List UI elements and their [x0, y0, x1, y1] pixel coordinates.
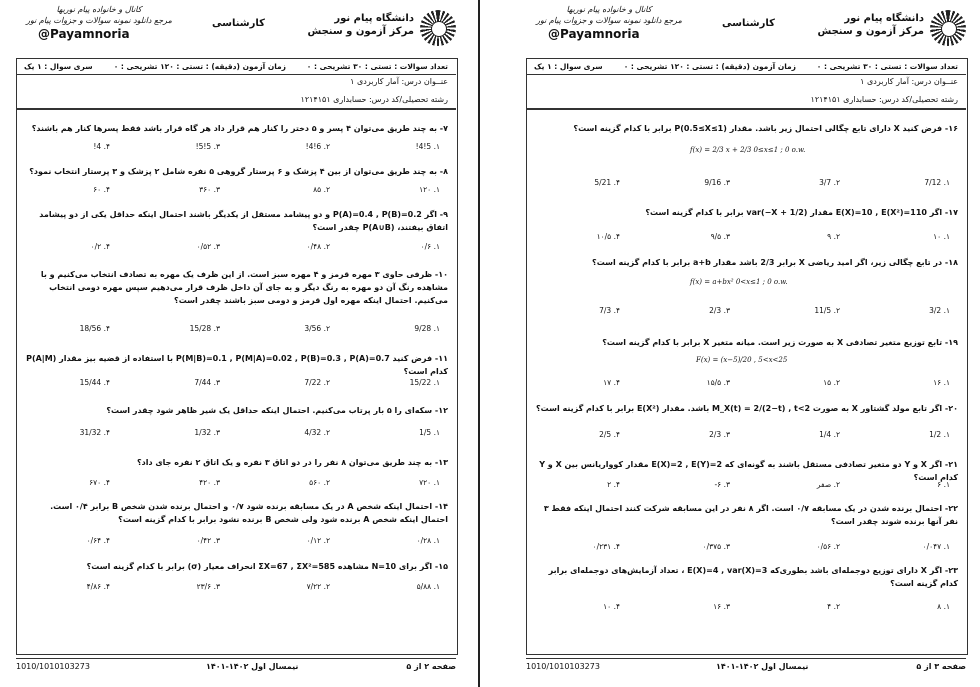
option[interactable]: ۱. 15/22	[409, 378, 440, 387]
option[interactable]: ۳. ۶-	[714, 480, 730, 489]
exam-page-left	[0, 0, 470, 687]
option[interactable]: ۴. ۰/۲۳۱	[592, 542, 620, 551]
question-14: ۱۴- احتمال اینکه شخص A در یک مسابقه برنده شود ۰/۷ و احتمال برنده شدن شخص B برابر ۰/۴ است. احتمال اینکه شخص A برنده شود ولی شخص B برنده نشود برابر با کدام گزینه است؟	[50, 502, 448, 524]
options-7	[24, 142, 448, 156]
option[interactable]: ۳. ۳۶۰	[199, 185, 220, 194]
field-code: رشته تحصیلی/کد درس: حسابداری ۱۲۱۴۱۵۱	[810, 95, 958, 104]
option[interactable]: ۲. ۷/۲۲	[306, 582, 330, 591]
option[interactable]: ۳. 2/3	[709, 306, 730, 315]
option[interactable]: ۴. ۱۰	[603, 602, 620, 611]
university-name	[307, 12, 414, 38]
question-17: ۱۷- اگر E(X)=10 , E(X²)=110 مقدار var(−X + 1/2) برابر با کدام گزینه است؟	[645, 208, 958, 217]
options-21	[534, 480, 958, 494]
question-9: ۹- اگر P(A)=0.4 , P(B)=0.2 و دو پیشامد مستقل از یکدیگر باشند احتمال اینکه حداقل یکی از دو پیشامد اتفاق بیفتند، P(A∪B) چقدر است؟	[39, 210, 448, 232]
distribution-formula: F(x) = (x−5)/20 , 5<x<25	[696, 356, 788, 364]
option[interactable]: ۴. ۱۷	[603, 378, 620, 387]
options-8	[24, 185, 448, 199]
option[interactable]: ۳. 7/44	[194, 378, 220, 387]
center-title: مرکز آزمون و سنجش	[307, 26, 414, 37]
page-header	[526, 0, 966, 56]
options-13	[24, 478, 448, 492]
exam-page-right	[510, 0, 980, 687]
option[interactable]: ۴. 15/44	[79, 378, 110, 387]
page-divider	[478, 0, 480, 687]
option[interactable]: ۲. ۱۵	[823, 378, 840, 387]
channel-line: کانال و خانواده پیام نوریها	[566, 5, 652, 14]
page-footer	[526, 658, 966, 672]
option[interactable]: ۲. ۰/۱۲	[306, 536, 330, 545]
option[interactable]: ۲. 3/56	[304, 324, 330, 333]
option[interactable]: ۱. ۵/۸۸	[416, 582, 440, 591]
option[interactable]: ۲. ۴	[827, 602, 840, 611]
channel-text	[534, 4, 684, 26]
university-title: دانشگاه پیام نور	[334, 13, 414, 24]
option[interactable]: ۳. 1/32	[194, 428, 220, 437]
option[interactable]: ۲. 6!4!	[305, 142, 330, 151]
question-23: ۲۳- اگر X دارای توزیع دوجمله‌ای باشد بطوری‌که E(X)=4 , var(X)=3 ، تعداد آزمایش‌های دوجمله‌ای برابر کدام گزینه است؟	[548, 566, 958, 588]
option[interactable]: ۳. 2/3	[709, 430, 730, 439]
question-10: ۱۰- ظرفی حاوی ۳ مهره قرمز و ۴ مهره سبز است. از این ظرف یک مهره به تصادف انتخاب می‌کنیم و با مشاهده رنگ آن دو مهره به رنگ دیگر و به جای آن داخل ظرف قرار می‌دهیم سپس مهره دومی انتخاب می‌کنیم. احتمال اینکه مهره اول قرمز و دومی سبز باشند چقدر است؟	[40, 270, 448, 305]
footer-rule	[526, 658, 966, 659]
course-row	[16, 74, 456, 92]
option[interactable]: ۳. ۱۵/۵	[706, 378, 730, 387]
option[interactable]: ۲. 4/32	[304, 428, 330, 437]
option[interactable]: ۱. ۱۰	[933, 232, 950, 241]
option[interactable]: ۲. 1/4	[819, 430, 840, 439]
question-11: ۱۱- فرض کنید P(M|B)=0.1 , P(M|A)=0.02 , P(B)=0.3 , P(A)=0.7 با استفاده از قضیه بیز مقدار P(A|M) کدام است؟	[26, 354, 448, 376]
option[interactable]: ۴. 5/21	[594, 178, 620, 187]
channel-handle: @Payamnoria	[548, 27, 640, 41]
option[interactable]: ۲. ۵۶۰	[309, 478, 330, 487]
options-22	[534, 542, 958, 556]
question-12: ۱۲- سکه‌ای را ۵ بار پرتاب می‌کنیم. احتمال اینکه حداقل یک شیر ظاهر شود چقدر است؟	[106, 406, 448, 415]
university-logo-icon	[420, 10, 456, 46]
option[interactable]: ۲. صفر	[816, 480, 840, 489]
option[interactable]: ۳. ۰/۳۷۵	[702, 542, 730, 551]
option[interactable]: ۳. ۰/۵۲	[196, 242, 220, 251]
question-16: ۱۶- فرض کنید X دارای تابع چگالی احتمال زیر باشد. مقدار P(0.5≤X≤1) برابر با کدام گزینه است؟	[573, 124, 958, 133]
options-12	[24, 428, 448, 442]
footer-page-number: صفحه ۲ از ۵	[406, 662, 456, 671]
question-count: تعداد سوالات : تستی : ۳۰ تشریحی : ۰	[306, 62, 448, 71]
field-row	[526, 92, 966, 110]
option[interactable]: ۴. ۰/۶۴	[86, 536, 110, 545]
page-header	[16, 0, 456, 56]
option[interactable]: ۱. 5!4!	[415, 142, 440, 151]
field-code: رشته تحصیلی/کد درس: حسابداری ۱۲۱۴۱۵۱	[300, 95, 448, 104]
option[interactable]: ۱. ۱۶	[933, 378, 950, 387]
option[interactable]: ۱. ۱۲۰	[419, 185, 440, 194]
option[interactable]: ۴. ۶۷۰	[89, 478, 110, 487]
footer-page-number: صفحه ۳ از ۵	[916, 662, 966, 671]
question-20: ۲۰- اگر تابع مولد گشتاور X به صورت M_X(t) = 2/(2−t) , t<2 باشد. مقدار E(X²) برابر با کدام گزینه است؟	[535, 404, 958, 413]
footer-rule	[16, 658, 456, 659]
option[interactable]: ۳. ۱۶	[713, 602, 730, 611]
options-14	[24, 536, 448, 550]
page-footer	[16, 658, 456, 672]
option[interactable]: ۲. ۰/۵۶	[816, 542, 840, 551]
options-17	[534, 232, 958, 246]
footer-term: نیمسال اول ۱۴۰۲-۱۴۰۱	[716, 662, 809, 671]
option[interactable]: ۱. ۰/۶	[420, 242, 440, 251]
option[interactable]: ۳. ۴۲۰	[199, 478, 220, 487]
option[interactable]: ۱. 1/5	[419, 428, 440, 437]
question-series: سری سوال : ۱ یک	[534, 62, 603, 71]
channel-line: کانال و خانواده پیام نوریها	[56, 5, 142, 14]
question-13: ۱۳- به چند طریق می‌توان ۸ نفر را در دو اتاق ۳ نفره و یک اتاق ۲ نفره جای داد؟	[136, 458, 448, 467]
field-row	[16, 92, 456, 110]
question-21: ۲۱- اگر X و Y دو متغیر تصادفی مستقل باشند به گونه‌ای که E(X)=2 , E(Y)=2 مقدار کوواریانس بین X و Y کدام است؟	[539, 460, 958, 482]
channel-handle: @Payamnoria	[38, 27, 130, 41]
options-18	[534, 306, 958, 320]
question-count: تعداد سوالات : تستی : ۳۰ تشریحی : ۰	[816, 62, 958, 71]
university-name	[817, 12, 924, 38]
option[interactable]: ۱. 1/2	[929, 430, 950, 439]
exam-info-row	[526, 58, 966, 75]
option[interactable]: ۳. 15/28	[189, 324, 220, 333]
density-formula: f(x) = 2/3 x + 2/3 0≤x≤1 ; 0 o.w.	[690, 146, 806, 154]
degree-label: کارشناسی	[212, 18, 265, 29]
degree-label: کارشناسی	[722, 18, 775, 29]
option[interactable]: ۲. 11/5	[814, 306, 840, 315]
exam-info-row	[16, 58, 456, 75]
option[interactable]: ۲. ۹	[827, 232, 840, 241]
option[interactable]: ۴. 2/5	[599, 430, 620, 439]
question-7: ۷- به چند طریق می‌توان ۴ پسر و ۵ دختر را کنار هم قرار داد هر گاه قرار باشد فقط پسرها کنار هم باشند؟	[31, 124, 448, 133]
question-series: سری سوال : ۱ یک	[24, 62, 93, 71]
density-formula: f(x) = a+bx² 0<x≤1 ; 0 o.w.	[690, 278, 788, 286]
option[interactable]: ۲. ۸۵	[313, 185, 330, 194]
option[interactable]: ۱. ۰/۰۴۷	[922, 542, 950, 551]
footer-term: نیمسال اول ۱۴۰۲-۱۴۰۱	[206, 662, 299, 671]
course-title: عنــوان درس: آمار کاربردی ۱	[860, 77, 958, 86]
options-16	[534, 178, 958, 192]
channel-line: مرجع دانلود نمونه سوالات و جزوات پیام نور	[536, 16, 682, 25]
channel-text	[24, 4, 174, 26]
university-logo-icon	[930, 10, 966, 46]
options-15	[24, 582, 448, 596]
option[interactable]: ۴. ۲	[607, 480, 620, 489]
option[interactable]: ۱. ۰/۲۸	[416, 536, 440, 545]
option[interactable]: ۱. ۶	[937, 480, 950, 489]
options-19	[534, 378, 958, 392]
option[interactable]: ۲. ۰/۴۸	[306, 242, 330, 251]
option[interactable]: ۳. ۹/۵	[710, 232, 730, 241]
center-title: مرکز آزمون و سنجش	[817, 26, 924, 37]
option[interactable]: ۴. 4!	[93, 142, 110, 151]
option[interactable]: ۱. 9/28	[414, 324, 440, 333]
question-8: ۸- به چند طریق می‌توان از بین ۴ پزشک و ۶ پرستار گروهی ۵ نفره شامل ۲ پزشک و ۳ پرستار انتخاب نمود؟	[29, 167, 448, 176]
option[interactable]: ۴. 7/3	[599, 306, 620, 315]
option[interactable]: ۴. ۴/۸۶	[86, 582, 110, 591]
question-19: ۱۹- تابع توزیع متغیر تصادفی X به صورت زیر است. میانه متغیر X برابر با کدام گزینه است؟	[602, 338, 958, 347]
options-11	[24, 378, 448, 392]
question-22: ۲۲- احتمال برنده شدن در یک مسابقه ۰/۷ است. اگر ۸ نفر در این مسابقه شرکت کنند احتمال اینکه فقط ۳ نفر آنها برنده شوند چقدر است؟	[543, 504, 958, 526]
options-20	[534, 430, 958, 444]
option[interactable]: ۴. ۰/۲	[90, 242, 110, 251]
footer-code: 1010/1010103273	[16, 662, 90, 671]
option[interactable]: ۲. 7/22	[304, 378, 330, 387]
channel-line: مرجع دانلود نمونه سوالات و جزوات پیام نور	[26, 16, 172, 25]
options-10	[24, 324, 448, 338]
university-title: دانشگاه پیام نور	[844, 13, 924, 24]
option[interactable]: ۲. 3/7	[819, 178, 840, 187]
option[interactable]: ۱. ۷۲۰	[419, 478, 440, 487]
options-9	[24, 242, 448, 256]
option[interactable]: ۱. ۸	[937, 602, 950, 611]
exam-time: زمان آزمون (دقیقه) : تستی : ۱۲۰ تشریحی : ۰	[623, 62, 796, 71]
course-title: عنــوان درس: آمار کاربردی ۱	[350, 77, 448, 86]
question-15: ۱۵- اگر برای N=10 مشاهده ΣX=67 , ΣX²=585 انحراف معیار (σ) برابر با کدام گزینه است؟	[86, 562, 448, 571]
option[interactable]: ۳. 9/16	[704, 178, 730, 187]
option[interactable]: ۴. ۶۰	[93, 185, 110, 194]
options-23	[534, 602, 958, 616]
option[interactable]: ۳. ۰/۴۲	[196, 536, 220, 545]
option[interactable]: ۴. ۱۰/۵	[596, 232, 620, 241]
option[interactable]: ۱. 7/12	[924, 178, 950, 187]
option[interactable]: ۱. 3/2	[929, 306, 950, 315]
option[interactable]: ۴. 18/56	[79, 324, 110, 333]
question-18: ۱۸- در تابع چگالی زیر، اگر امید ریاضی X برابر 2/3 باشد مقدار a+b برابر با کدام گزینه است؟	[592, 258, 958, 267]
option[interactable]: ۳. 5!5!	[195, 142, 220, 151]
course-row	[526, 74, 966, 92]
footer-code: 1010/1010103273	[526, 662, 600, 671]
exam-time: زمان آزمون (دقیقه) : تستی : ۱۲۰ تشریحی : ۰	[113, 62, 286, 71]
option[interactable]: ۳. ۲۳/۶	[196, 582, 220, 591]
page-gutter	[470, 0, 510, 687]
option[interactable]: ۴. 31/32	[79, 428, 110, 437]
